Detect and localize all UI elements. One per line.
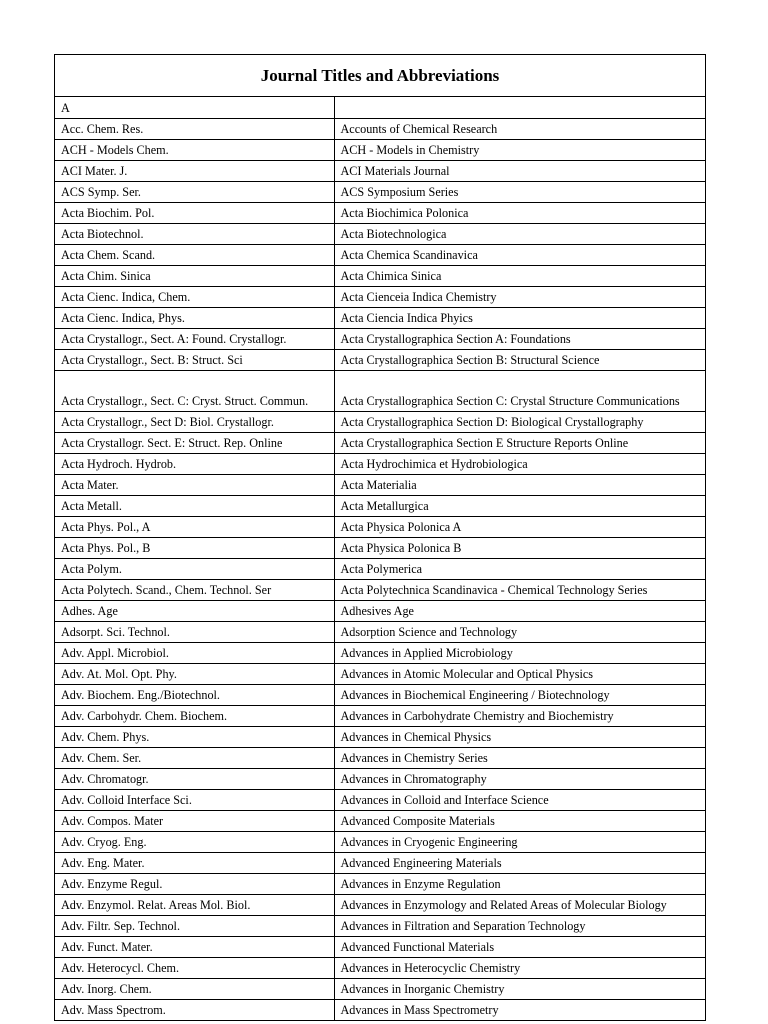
- abbreviation-cell: Adv. Enzyme Regul.: [55, 873, 334, 894]
- table-row: [55, 726, 705, 747]
- table-row: [55, 265, 705, 286]
- table-row: [55, 894, 705, 915]
- full-title-cell: [334, 97, 705, 118]
- abbreviation-cell: Acta Crystallogr. Sect. E: Struct. Rep. Online: [55, 432, 334, 453]
- abbreviation-cell: Acta Metall.: [55, 495, 334, 516]
- full-title-cell: Advances in Mass Spectrometry: [334, 999, 705, 1020]
- journal-table: [55, 97, 705, 1021]
- table-title: Journal Titles and Abbreviations: [55, 55, 705, 97]
- abbreviation-cell: Adv. Appl. Microbiol.: [55, 642, 334, 663]
- abbreviation-cell: Acta Crystallogr., Sect. B: Struct. Sci: [55, 349, 334, 370]
- abbreviation-cell: Acta Chem. Scand.: [55, 244, 334, 265]
- full-title-cell: Acta Polytechnica Scandinavica - Chemical Technology Series: [334, 579, 705, 600]
- table-row: [55, 789, 705, 810]
- table-row: [55, 915, 705, 936]
- table-row: [55, 139, 705, 160]
- abbreviation-cell: A: [55, 97, 334, 118]
- abbreviation-cell: Acta Cienc. Indica, Phys.: [55, 307, 334, 328]
- table-row: [55, 432, 705, 453]
- table-row: [55, 684, 705, 705]
- table-row: [55, 768, 705, 789]
- full-title-cell: Advances in Chromatography: [334, 768, 705, 789]
- table-row: [55, 978, 705, 999]
- abbreviation-cell: Adv. Colloid Interface Sci.: [55, 789, 334, 810]
- full-title-cell: Advanced Engineering Materials: [334, 852, 705, 873]
- table-row: [55, 579, 705, 600]
- abbreviation-cell: Adv. Biochem. Eng./Biotechnol.: [55, 684, 334, 705]
- abbreviation-cell: ACI Mater. J.: [55, 160, 334, 181]
- full-title-cell: Acta Crystallographica Section B: Structural Science: [334, 349, 705, 370]
- table-row: [55, 663, 705, 684]
- full-title-cell: Advanced Functional Materials: [334, 936, 705, 957]
- table-row: [55, 516, 705, 537]
- full-title-cell: Adhesives Age: [334, 600, 705, 621]
- table-row: [55, 411, 705, 432]
- abbreviation-cell: Acc. Chem. Res.: [55, 118, 334, 139]
- full-title-cell: Advances in Cryogenic Engineering: [334, 831, 705, 852]
- full-title-cell: Acta Cienceia Indica Chemistry: [334, 286, 705, 307]
- table-row: [55, 936, 705, 957]
- full-title-cell: Advances in Enzymology and Related Areas of Molecular Biology: [334, 894, 705, 915]
- table-row: [55, 600, 705, 621]
- table-row: [55, 495, 705, 516]
- abbreviation-cell: Adv. At. Mol. Opt. Phy.: [55, 663, 334, 684]
- abbreviation-cell: Adv. Inorg. Chem.: [55, 978, 334, 999]
- table-row: [55, 705, 705, 726]
- table-row: [55, 873, 705, 894]
- abbreviation-cell: Adv. Cryog. Eng.: [55, 831, 334, 852]
- table-row: [55, 642, 705, 663]
- table-row: [55, 621, 705, 642]
- abbreviation-cell: Acta Crystallogr., Sect. A: Found. Crystallogr.: [55, 328, 334, 349]
- table-row: [55, 747, 705, 768]
- table-row: [55, 537, 705, 558]
- abbreviation-cell: Acta Chim. Sinica: [55, 265, 334, 286]
- full-title-cell: Advances in Applied Microbiology: [334, 642, 705, 663]
- abbreviation-cell: ACH - Models Chem.: [55, 139, 334, 160]
- table-row: [55, 810, 705, 831]
- abbreviation-cell: Acta Cienc. Indica, Chem.: [55, 286, 334, 307]
- full-title-cell: Advances in Enzyme Regulation: [334, 873, 705, 894]
- full-title-cell: Advances in Inorganic Chemistry: [334, 978, 705, 999]
- abbreviation-cell: Adv. Funct. Mater.: [55, 936, 334, 957]
- abbreviation-cell: Adv. Compos. Mater: [55, 810, 334, 831]
- abbreviation-cell: Acta Biotechnol.: [55, 223, 334, 244]
- abbreviation-cell: Adv. Chem. Phys.: [55, 726, 334, 747]
- abbreviation-cell: Acta Phys. Pol., A: [55, 516, 334, 537]
- table-row: [55, 181, 705, 202]
- abbreviation-cell: Adsorpt. Sci. Technol.: [55, 621, 334, 642]
- table-row: [55, 202, 705, 223]
- abbreviation-cell: Adv. Enzymol. Relat. Areas Mol. Biol.: [55, 894, 334, 915]
- full-title-cell: Adsorption Science and Technology: [334, 621, 705, 642]
- full-title-cell: Advances in Carbohydrate Chemistry and Biochemistry: [334, 705, 705, 726]
- full-title-cell: Acta Hydrochimica et Hydrobiologica: [334, 453, 705, 474]
- abbreviation-cell: ACS Symp. Ser.: [55, 181, 334, 202]
- full-title-cell: Accounts of Chemical Research: [334, 118, 705, 139]
- journal-table-sheet: [54, 54, 706, 1021]
- abbreviation-cell: Acta Hydroch. Hydrob.: [55, 453, 334, 474]
- full-title-cell: Advances in Heterocyclic Chemistry: [334, 957, 705, 978]
- full-title-cell: Acta Polymerica: [334, 558, 705, 579]
- abbreviation-cell: Adv. Chem. Ser.: [55, 747, 334, 768]
- table-row: [55, 97, 705, 118]
- full-title-cell: Acta Metallurgica: [334, 495, 705, 516]
- table-row: [55, 852, 705, 873]
- abbreviation-cell: Acta Mater.: [55, 474, 334, 495]
- full-title-cell: Acta Biotechnologica: [334, 223, 705, 244]
- table-row: [55, 831, 705, 852]
- full-title-cell: Advances in Colloid and Interface Science: [334, 789, 705, 810]
- table-row: [55, 160, 705, 181]
- abbreviation-cell: Adv. Chromatogr.: [55, 768, 334, 789]
- table-row: [55, 999, 705, 1020]
- full-title-cell: Acta Materialia: [334, 474, 705, 495]
- full-title-cell: Advances in Biochemical Engineering / Biotechnology: [334, 684, 705, 705]
- table-row: [55, 474, 705, 495]
- full-title-cell: ACS Symposium Series: [334, 181, 705, 202]
- table-row: [55, 558, 705, 579]
- abbreviation-cell: Acta Crystallogr., Sect D: Biol. Crystallogr.: [55, 411, 334, 432]
- table-row: [55, 307, 705, 328]
- table-row: [55, 328, 705, 349]
- table-row: [55, 118, 705, 139]
- full-title-cell: ACI Materials Journal: [334, 160, 705, 181]
- full-title-cell: Advances in Atomic Molecular and Optical Physics: [334, 663, 705, 684]
- full-title-cell: Acta Chimica Sinica: [334, 265, 705, 286]
- abbreviation-cell: Acta Polym.: [55, 558, 334, 579]
- full-title-cell: Advances in Chemical Physics: [334, 726, 705, 747]
- abbreviation-cell: Acta Phys. Pol., B: [55, 537, 334, 558]
- full-title-cell: Advanced Composite Materials: [334, 810, 705, 831]
- abbreviation-cell: Acta Polytech. Scand., Chem. Technol. Ser: [55, 579, 334, 600]
- table-row: [55, 223, 705, 244]
- abbreviation-cell: Adhes. Age: [55, 600, 334, 621]
- table-row: [55, 957, 705, 978]
- journal-table-body: [55, 97, 705, 1020]
- full-title-cell: Acta Chemica Scandinavica: [334, 244, 705, 265]
- full-title-cell: Advances in Chemistry Series: [334, 747, 705, 768]
- table-row: [55, 244, 705, 265]
- table-row: [55, 286, 705, 307]
- full-title-cell: Acta Physica Polonica B: [334, 537, 705, 558]
- full-title-cell: Acta Physica Polonica A: [334, 516, 705, 537]
- full-title-cell: Acta Crystallographica Section D: Biological Crystallography: [334, 411, 705, 432]
- abbreviation-cell: Acta Biochim. Pol.: [55, 202, 334, 223]
- full-title-cell: Advances in Filtration and Separation Technology: [334, 915, 705, 936]
- abbreviation-cell: Adv. Mass Spectrom.: [55, 999, 334, 1020]
- table-row: [55, 453, 705, 474]
- abbreviation-cell: Adv. Carbohydr. Chem. Biochem.: [55, 705, 334, 726]
- full-title-cell: Acta Crystallographica Section E Structure Reports Online: [334, 432, 705, 453]
- abbreviation-cell: Adv. Eng. Mater.: [55, 852, 334, 873]
- table-row: [55, 370, 705, 411]
- abbreviation-cell: Adv. Heterocycl. Chem.: [55, 957, 334, 978]
- full-title-cell: Acta Crystallographica Section C: Crystal Structure Communications: [334, 370, 705, 411]
- abbreviation-cell: Adv. Filtr. Sep. Technol.: [55, 915, 334, 936]
- full-title-cell: Acta Crystallographica Section A: Foundations: [334, 328, 705, 349]
- abbreviation-cell: Acta Crystallogr., Sect. C: Cryst. Struct. Commun.: [55, 370, 334, 411]
- full-title-cell: Acta Ciencia Indica Phyics: [334, 307, 705, 328]
- full-title-cell: Acta Biochimica Polonica: [334, 202, 705, 223]
- table-row: [55, 349, 705, 370]
- full-title-cell: ACH - Models in Chemistry: [334, 139, 705, 160]
